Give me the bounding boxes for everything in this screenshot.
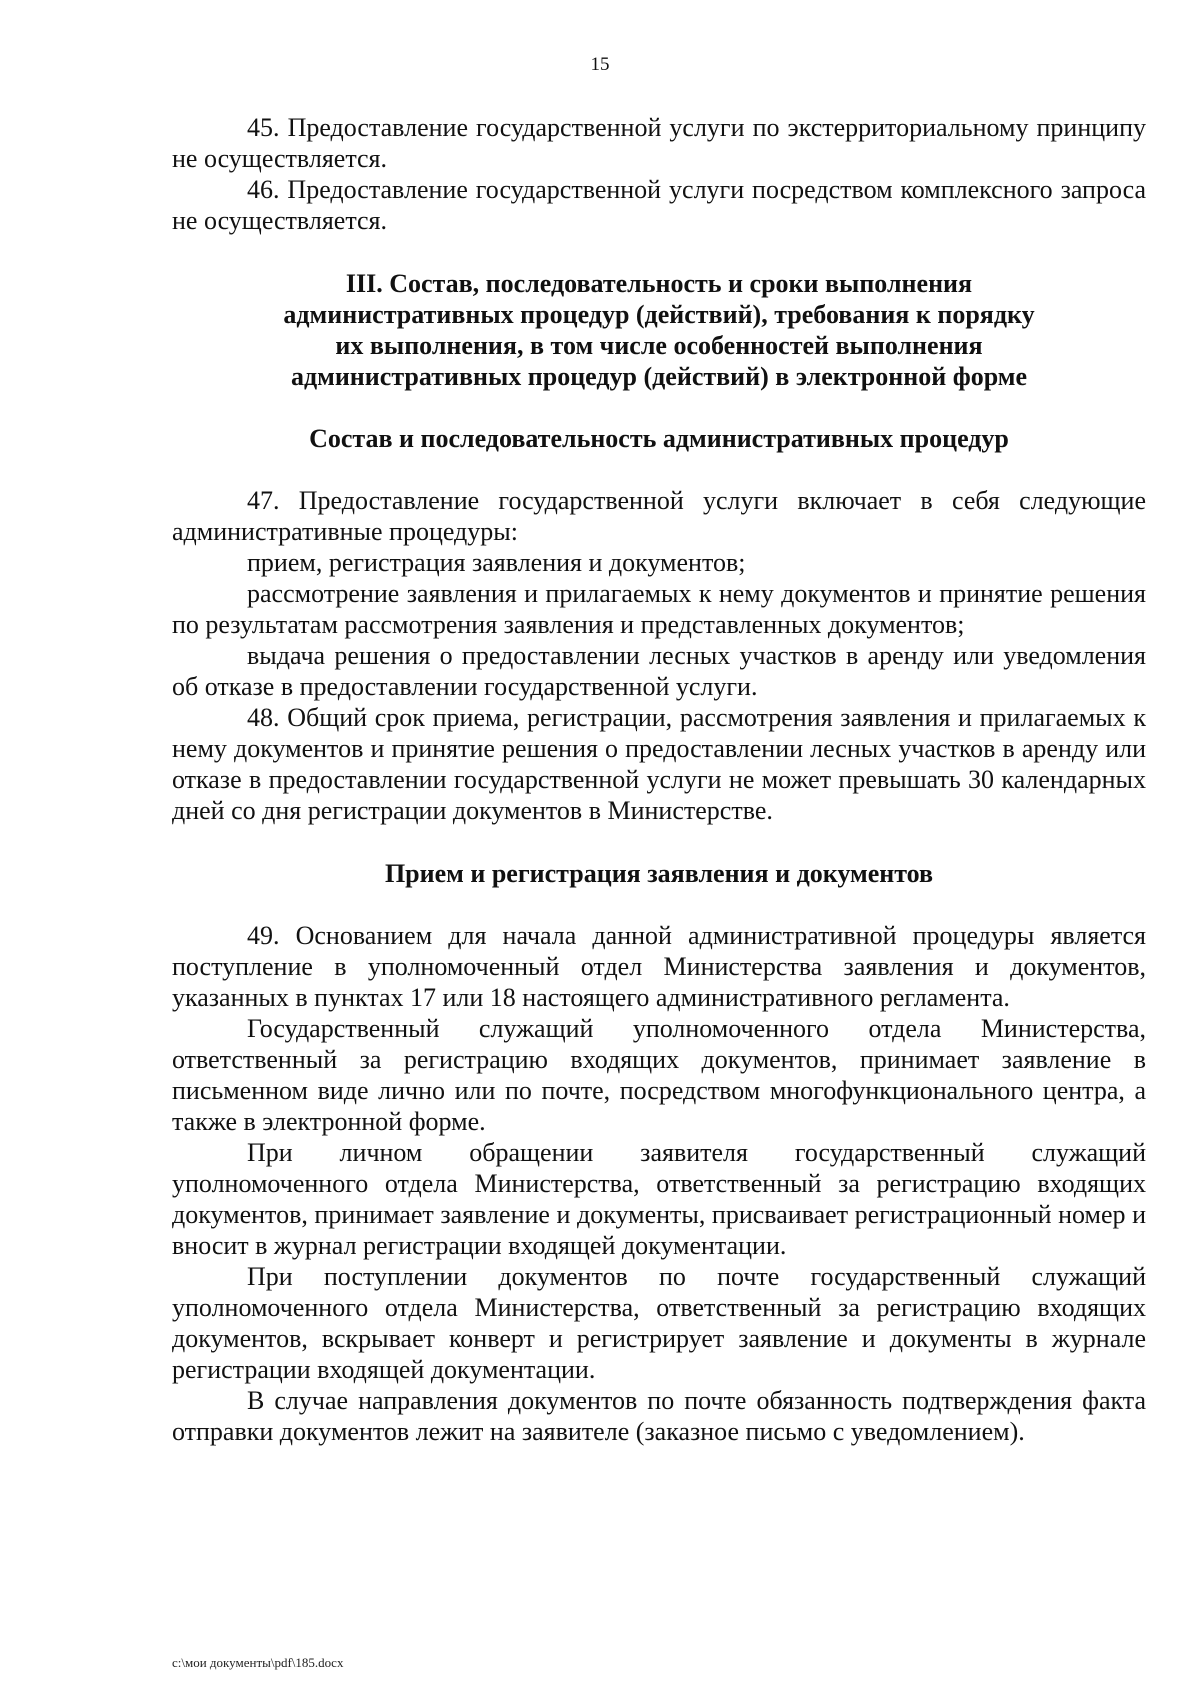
subheading-reception: Прием и регистрация заявления и документов [384, 859, 934, 888]
section-heading-line: III. Состав, последовательность и сроки выполнения [345, 269, 973, 298]
list-item-issuance: выдача решения о предоставлении лесных участков в аренду или уведомления об отказе в предоставлении государственной услуги. [172, 641, 1146, 701]
paragraph-46: 46. Предоставление государственной услуги посредством комплексного запроса не осуществляется. [172, 175, 1146, 235]
paragraph-in-person: При личном обращении заявителя государственный служащий уполномоченного отдела Министерства, ответственный за регистрацию входящих документов, принимает заявление и документы, присваивает регистрационный номер и вносит в журнал регистрации входящей документации. [172, 1138, 1146, 1260]
list-item-reception: прием, регистрация заявления и документов; [247, 548, 746, 577]
footer-file-path: c:\мои документы\pdf\185.docx [172, 1655, 344, 1670]
section-heading-line: административных процедур (действий) в электронной форме [290, 362, 1028, 391]
paragraph-45: 45. Предоставление государственной услуги по экстерриториальному принципу не осуществляется. [172, 113, 1146, 173]
paragraph-confirmation: В случае направления документов по почте обязанность подтверждения факта отправки документов лежит на заявителе (заказное письмо с уведомлением). [172, 1386, 1146, 1446]
page-number: 15 [590, 54, 610, 75]
section-heading [172, 268, 1146, 392]
section-heading-line: их выполнения, в том числе особенностей выполнения [335, 331, 983, 360]
document-body [172, 112, 1146, 1447]
paragraph-49: 49. Основанием для начала данной административной процедуры является поступление в уполномоченный отдел Министерства заявления и документов, указанных в пунктах 17 или 18 настоящего административного регламента. [172, 921, 1146, 1012]
list-item-review: рассмотрение заявления и прилагаемых к нему документов и принятие решения по результатам рассмотрения заявления и представленных документов; [172, 579, 1146, 639]
paragraph-47: 47. Предоставление государственной услуги включает в себя следующие административные процедуры: [172, 486, 1146, 546]
paragraph-employee: Государственный служащий уполномоченного отдела Министерства, ответственный за регистрацию входящих документов, принимает заявление в письменном виде лично или по почте, посредством многофункционального центра, а также в электронной форме. [172, 1014, 1146, 1136]
section-heading-line: административных процедур (действий), требования к порядку [283, 300, 1035, 329]
paragraph-by-mail: При поступлении документов по почте государственный служащий уполномоченного отдела Министерства, ответственный за регистрацию входящих документов, вскрывает конверт и регистрирует заявление и документы в журнале регистрации входящей документации. [172, 1262, 1146, 1384]
subheading-composition: Состав и последовательность административных процедур [309, 424, 1009, 453]
paragraph-48: 48. Общий срок приема, регистрации, рассмотрения заявления и прилагаемых к нему документов и принятие решения о предоставлении лесных участков в аренду или отказе в предоставлении государственной услуги не может превышать 30 календарных дней со дня регистрации документов в Министерстве. [172, 703, 1146, 825]
